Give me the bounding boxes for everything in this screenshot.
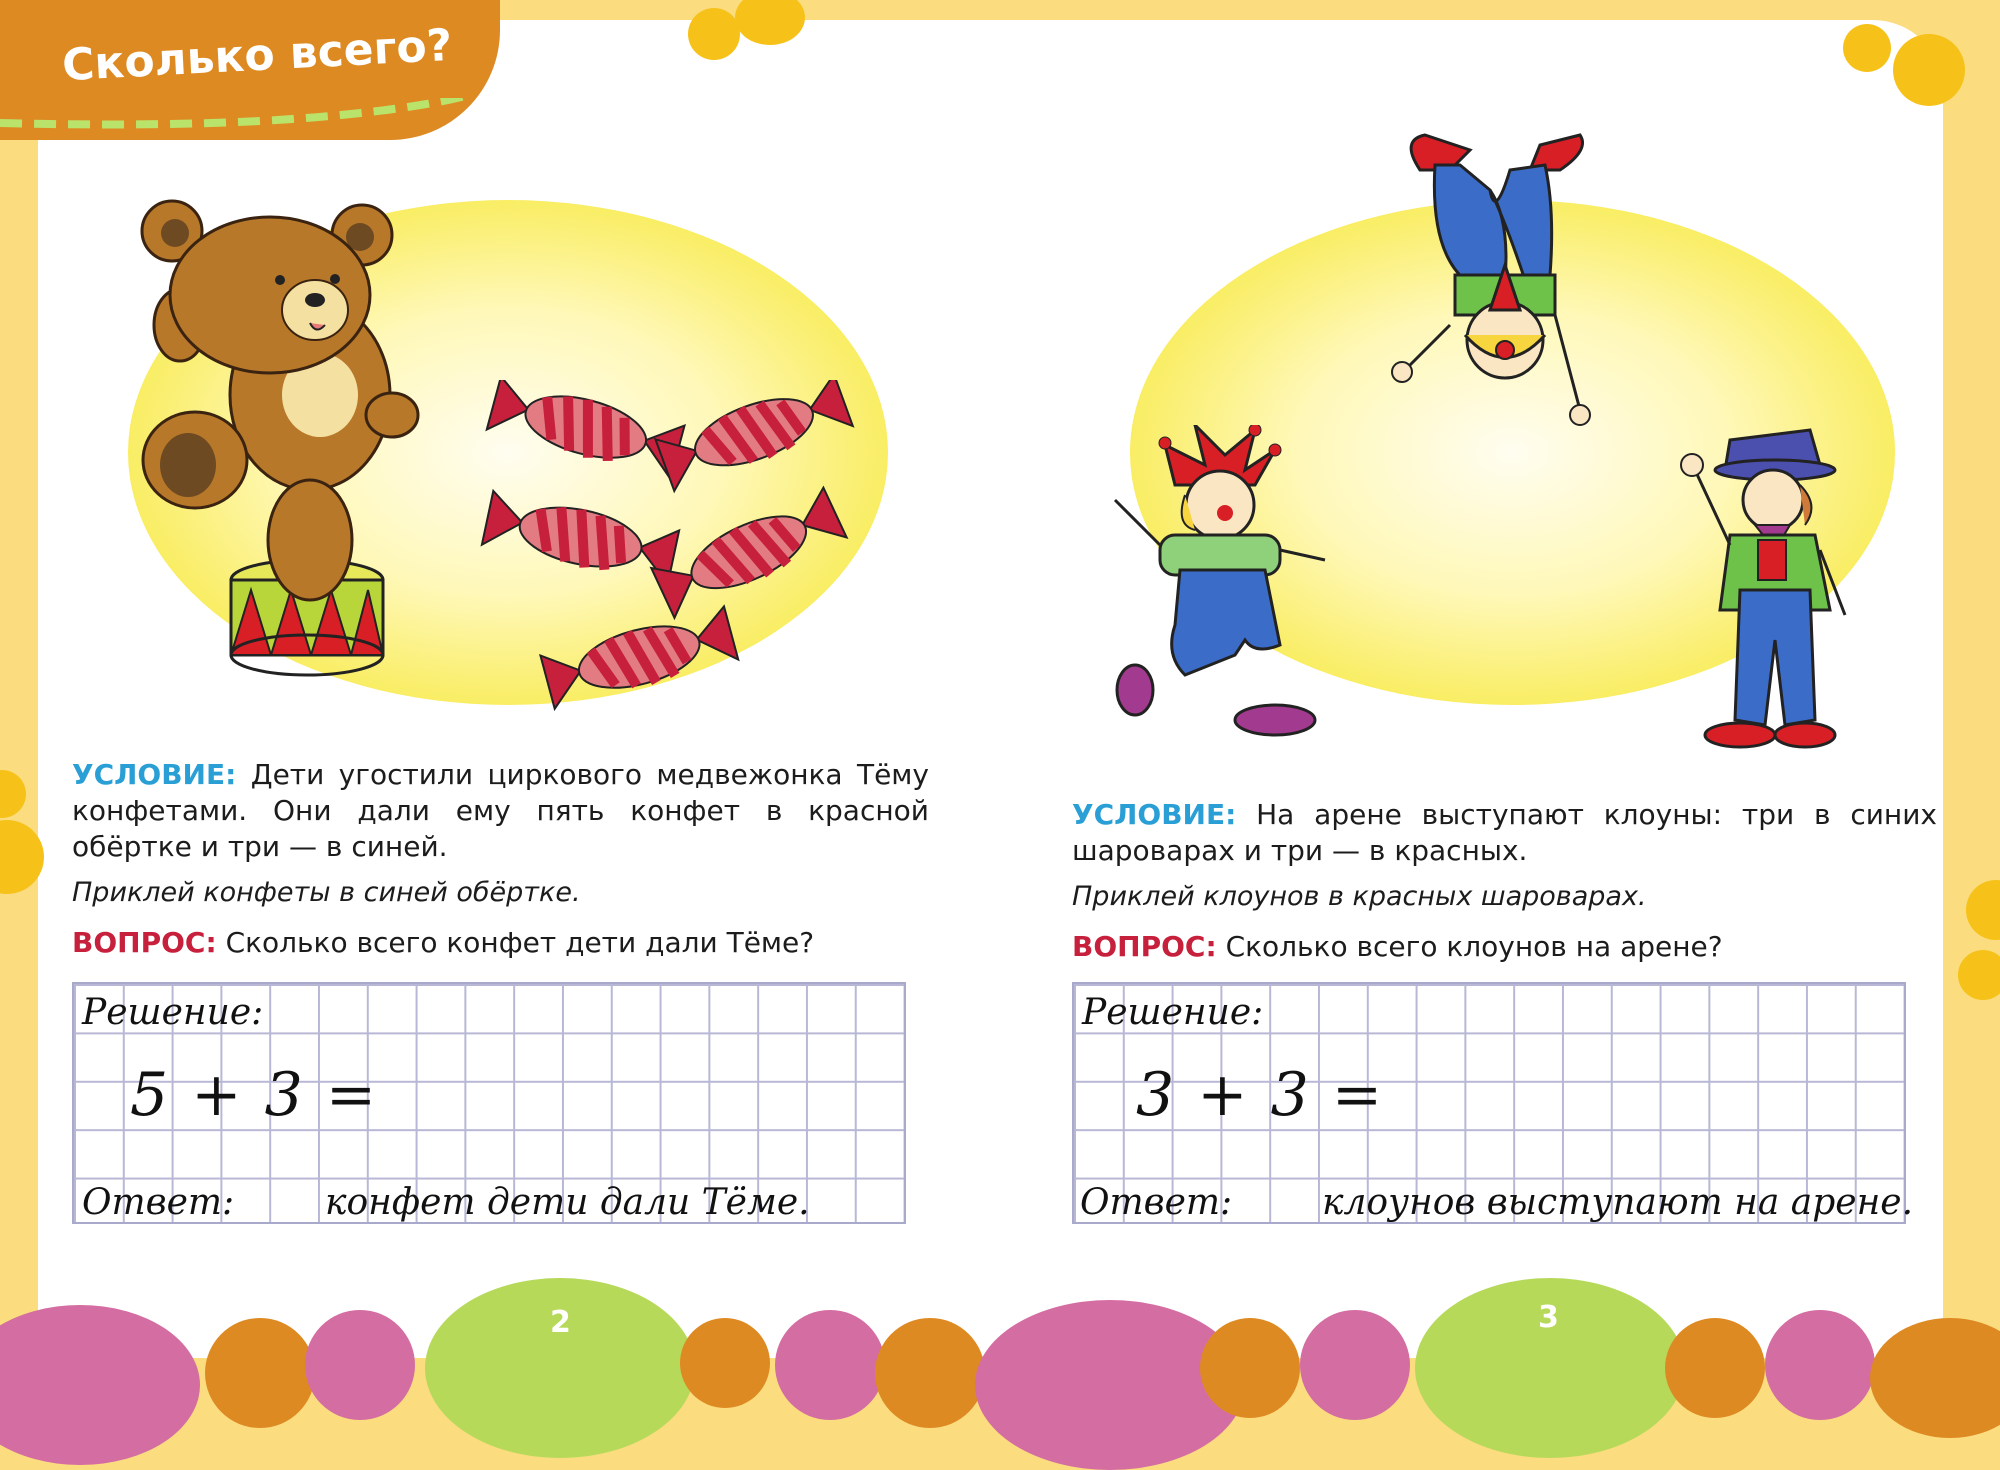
footer-blob: [1300, 1310, 1410, 1420]
decor-dot: [1966, 880, 2000, 940]
left-task: Приклей конфеты в синей обёртке.: [72, 877, 581, 908]
decor-dot: [1893, 34, 1965, 106]
decor-dot: [0, 770, 26, 818]
bear-illustration: [140, 195, 440, 695]
left-answer-text: конфет дети дали Тёме.: [325, 1182, 810, 1223]
footer-blob: [1665, 1318, 1765, 1418]
footer-blob: [1765, 1310, 1875, 1420]
footer-blob: [1200, 1318, 1300, 1418]
footer-blob: [680, 1318, 770, 1408]
left-condition: [72, 757, 929, 865]
footer-blob: [205, 1318, 315, 1428]
clown-walking-illustration: [1105, 425, 1335, 745]
decor-dot: [1843, 24, 1891, 72]
left-question-label: ВОПРОС:: [72, 926, 217, 959]
left-equation: 5 + 3 =: [130, 1060, 379, 1130]
decor-dot: [688, 8, 740, 60]
right-question-text: Сколько всего клоунов на арене?: [1225, 930, 1723, 963]
right-solution-label: Решение:: [1082, 992, 1264, 1033]
page-number-left: 2: [550, 1305, 571, 1340]
right-equation: 3 + 3 =: [1136, 1060, 1385, 1130]
right-condition-text: На арене выступают клоуны: три в синих шароварах и три — в красных.: [1072, 798, 1937, 867]
left-question-text: Сколько всего конфет дети дали Тёме?: [225, 926, 815, 959]
left-condition-text: Дети угостили циркового медвежонка Тёму конфетами. Они дали ему пять конфет в красной обёртке и три — в синей.: [72, 758, 929, 863]
candy-group: [470, 380, 870, 720]
right-condition-label: УСЛОВИЕ:: [1072, 798, 1237, 831]
right-condition: [1072, 797, 1937, 869]
footer-blob: [775, 1310, 885, 1420]
page-number-right: 3: [1538, 1300, 1559, 1335]
right-question: [1072, 929, 1937, 965]
right-task: Приклей клоунов в красных шароварах.: [1072, 881, 1647, 912]
clown-waving-illustration: [1670, 410, 1860, 760]
left-answer-label: Ответ:: [82, 1182, 235, 1223]
footer-blob: [305, 1310, 415, 1420]
right-answer-label: Ответ:: [1080, 1182, 1233, 1223]
left-solution-label: Решение:: [82, 992, 264, 1033]
decor-dot: [1958, 950, 2000, 1000]
page-title: Сколько всего?: [60, 19, 454, 92]
left-question: [72, 925, 929, 961]
left-condition-label: УСЛОВИЕ:: [72, 758, 237, 791]
right-answer-text: клоунов выступают на арене.: [1322, 1182, 1914, 1223]
right-question-label: ВОПРОС:: [1072, 930, 1217, 963]
clown-handstand-illustration: [1380, 130, 1610, 430]
right-problem: [1072, 797, 1937, 965]
title-dash-decoration: [0, 98, 490, 138]
footer-blob: [875, 1318, 985, 1428]
left-problem: [72, 757, 929, 961]
